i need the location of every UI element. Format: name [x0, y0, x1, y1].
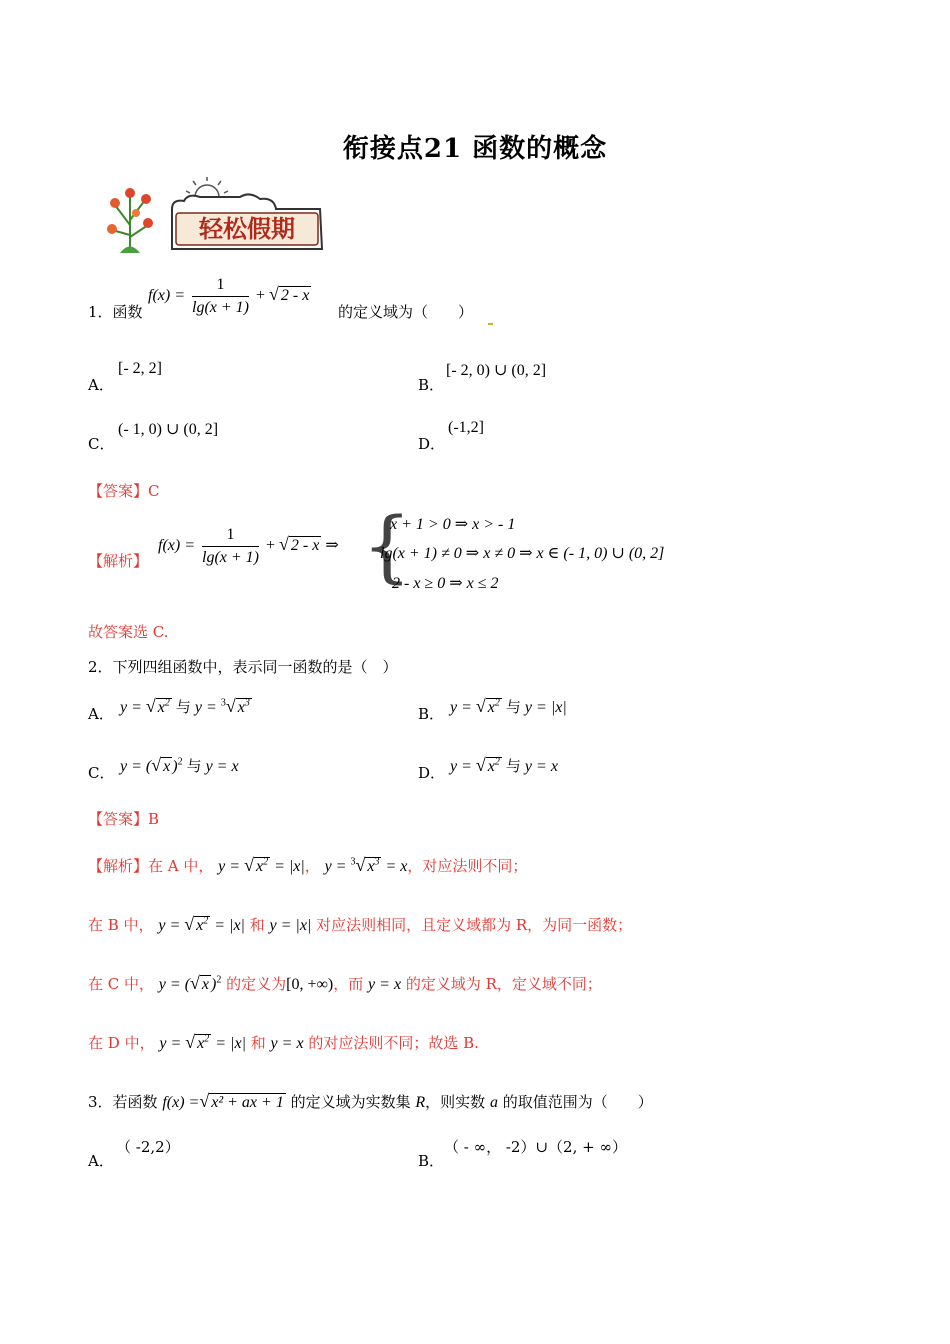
q2-analysis-a-eq2: = x: [385, 858, 408, 875]
q2-analysis-d-text: 的对应法则不同；故选 B.: [308, 1034, 479, 1052]
q1-case-2: lg(x + 1) ≠ 0 ⇒ x ≠ 0 ⇒ x ∈ (- 1, 0) ∪ (0, 2]: [380, 545, 665, 562]
q3-R: R: [415, 1094, 426, 1111]
q2-option-b: y = √ $x^2$ 与 y = |x|: [450, 696, 567, 716]
q3-f: f(x) =: [162, 1094, 200, 1111]
q1-option-d: (-1,2]: [448, 419, 484, 436]
q2-option-c-label: C．: [88, 764, 115, 782]
q1-plus: +: [256, 287, 266, 305]
q2-analysis-d: 在 D 中， y = √ $x^2 = |x|$ 和 y = x 的对应法则不同；故选 B.: [88, 1032, 479, 1052]
q1-option-c: (- 1, 0) ∪ (0, 2]: [118, 421, 219, 438]
q1-analysis-arrow: ⇒: [325, 537, 339, 555]
q3-text-2: ，则实数: [425, 1093, 486, 1111]
q2-stem: 2．下列四组函数中，表示同一函数的是（ ）: [88, 658, 398, 676]
q1-cases-brace: {: [362, 502, 412, 592]
q1-frac-num: 1: [192, 276, 249, 297]
q1-option-b: [- 2, 0) ∪ (0, 2]: [446, 362, 547, 379]
q3-text-1: 的定义域为实数集: [290, 1093, 411, 1111]
q1-option-a-label: A．: [88, 376, 114, 394]
q1-analysis-fraction: [202, 526, 259, 567]
q1-analysis-den: lg(x + 1): [202, 549, 259, 566]
q2-analysis-b-eq: = |x|: [214, 917, 245, 934]
q2-analysis-d-intro: 在 D 中，: [88, 1034, 155, 1052]
q1-analysis-label: 【解析】: [88, 552, 149, 570]
q2-option-c: y = (√ x )$^2$ 与 y = x: [120, 755, 239, 775]
q3-text-3: 的取值范围为（ ）: [502, 1093, 653, 1111]
q2-option-d-label: D．: [418, 764, 446, 782]
q2-analysis-a-intro: 在 A 中，: [148, 857, 214, 875]
q2-analysis-c-text: 的定义为: [226, 975, 287, 993]
q1-answer: 【答案】C: [88, 482, 160, 500]
q2-analysis-label: 【解析】: [88, 857, 149, 875]
q2-analysis-d-eq2: y = x: [270, 1035, 304, 1052]
q1-case-1: x + 1 > 0 ⇒ x > - 1: [390, 516, 516, 533]
q2-option-b-label: B．: [418, 705, 445, 723]
q1-sqrt: 2 - x: [280, 287, 310, 305]
marker-dot: [488, 323, 493, 325]
sun-icon: [186, 177, 228, 197]
q2-analysis-a-text: ，对应法则不同；: [407, 857, 528, 875]
holiday-banner-logo: [100, 175, 330, 255]
q2-c-y2: y = x: [205, 758, 239, 775]
q3-sqrt-inner: x² + ax + 1: [211, 1094, 284, 1111]
q3-number: 3．若函数: [88, 1093, 158, 1111]
q2-c-with: 与: [186, 759, 202, 775]
q2-option-d: y = √ $x^2$ 与 y = x: [450, 755, 558, 775]
q2-analysis-c-intro: 在 C 中，: [88, 975, 155, 993]
q2-b-with: 与: [505, 700, 521, 716]
q2-analysis-b-eq2: y = |x|: [269, 917, 312, 934]
q1-analysis-formula: f(x) = $\frac{1}{\lg(x + 1)}$ + √ 2 - x ⇒: [158, 526, 339, 566]
q2-analysis-b: 在 B 中， y = √ $x^2 = |x|$ 和 y = |x| 对应法则相同，且定义域都为 R，为同一函数；: [88, 914, 633, 934]
q1-f-label: f(x) =: [148, 287, 185, 305]
q2-b-y1: y =: [450, 699, 472, 716]
q1-option-a: [- 2, 2]: [118, 360, 162, 377]
q1-option-c-label: C．: [88, 435, 115, 453]
q2-c-y1: y = (: [120, 758, 152, 775]
q2-a-y2: y =: [194, 699, 217, 716]
page-title: 衔接点21 函数的概念: [342, 134, 608, 164]
banner-text: 轻松假期: [199, 215, 295, 243]
q3-option-b: （ - ∞， -2）∪（2, + ∞）: [444, 1138, 627, 1156]
q2-option-a-label: A．: [88, 705, 114, 723]
q1-option-b-label: B．: [418, 376, 445, 394]
q2-analysis-c-interval: [0, +∞): [286, 976, 334, 993]
q3-option-a-label: A．: [88, 1152, 114, 1170]
q2-c-close: ): [172, 758, 178, 775]
q1-analysis-sqrt: 2 - x: [290, 537, 320, 555]
q2-analysis-b-and: 和: [249, 916, 265, 934]
q2-a-y1: y =: [120, 699, 142, 716]
q2-analysis-d-eq: = |x|: [215, 1035, 246, 1052]
q2-a-with: 与: [175, 700, 191, 716]
q2-analysis-c-tail: 的定义域为 R，定义域不同；: [405, 975, 602, 993]
q2-analysis-c-but: ，而: [333, 975, 364, 993]
q1-fraction: [192, 276, 249, 317]
q2-option-a: y = √ $x^2$ 与 y = $^3$√ $x^3$: [120, 696, 250, 716]
q2-answer: 【答案】B: [88, 810, 160, 828]
q1-analysis-f: f(x) =: [158, 537, 195, 555]
q2-d-y1: y =: [450, 758, 472, 775]
q1-formula: f(x) = $\frac{1}{\lg(x + 1)}$ + √ 2 - x: [148, 276, 310, 316]
q2-analysis-c-eq: y = x: [368, 976, 402, 993]
q1-conclusion: 故答案选 C.: [88, 623, 169, 641]
q3-option-a: （ -2,2）: [116, 1138, 180, 1156]
q2-analysis-a-sep: ，: [304, 857, 320, 875]
q1-analysis-num: 1: [202, 526, 259, 547]
q3-stem: 3．若函数 f(x) =√ x² + ax + 1 的定义域为实数集 R，则实数 a 的取值范围为（ ）: [88, 1091, 653, 1111]
q1-case-3: 2 - x ≥ 0 ⇒ x ≤ 2: [392, 575, 499, 592]
q2-d-y2: y = x: [524, 758, 558, 775]
q2-analysis-a-eq1: = |x|: [274, 858, 305, 875]
q2-analysis-b-intro: 在 B 中，: [88, 916, 154, 934]
q2-analysis-b-text: 对应法则相同，且定义域都为 R，为同一函数；: [316, 916, 633, 934]
q2-d-with: 与: [505, 759, 521, 775]
flower-plant-icon: [107, 188, 153, 253]
q1-stem-tail: 的定义域为（ ）: [338, 303, 474, 321]
q1-option-d-label: D．: [418, 435, 446, 453]
q2-analysis-d-and: 和: [250, 1034, 266, 1052]
q2-b-y2: y = |x|: [524, 699, 567, 716]
q3-option-b-label: B．: [418, 1152, 445, 1170]
q1-frac-den: lg(x + 1): [192, 299, 249, 316]
q3-a: a: [489, 1094, 498, 1111]
q2-analysis-c: 在 C 中， y = (√ x )$^2$ 的定义为[0, +∞)，而 y = x 的定义域为 R，定义域不同；: [88, 973, 602, 993]
q2-analysis-a: 【解析】在 A 中， y = √ $x^2 = |x|$， y = $^3$√ $x^3 = x$，对应法则不同；: [88, 855, 528, 875]
q1-number: 1．函数: [88, 303, 143, 321]
